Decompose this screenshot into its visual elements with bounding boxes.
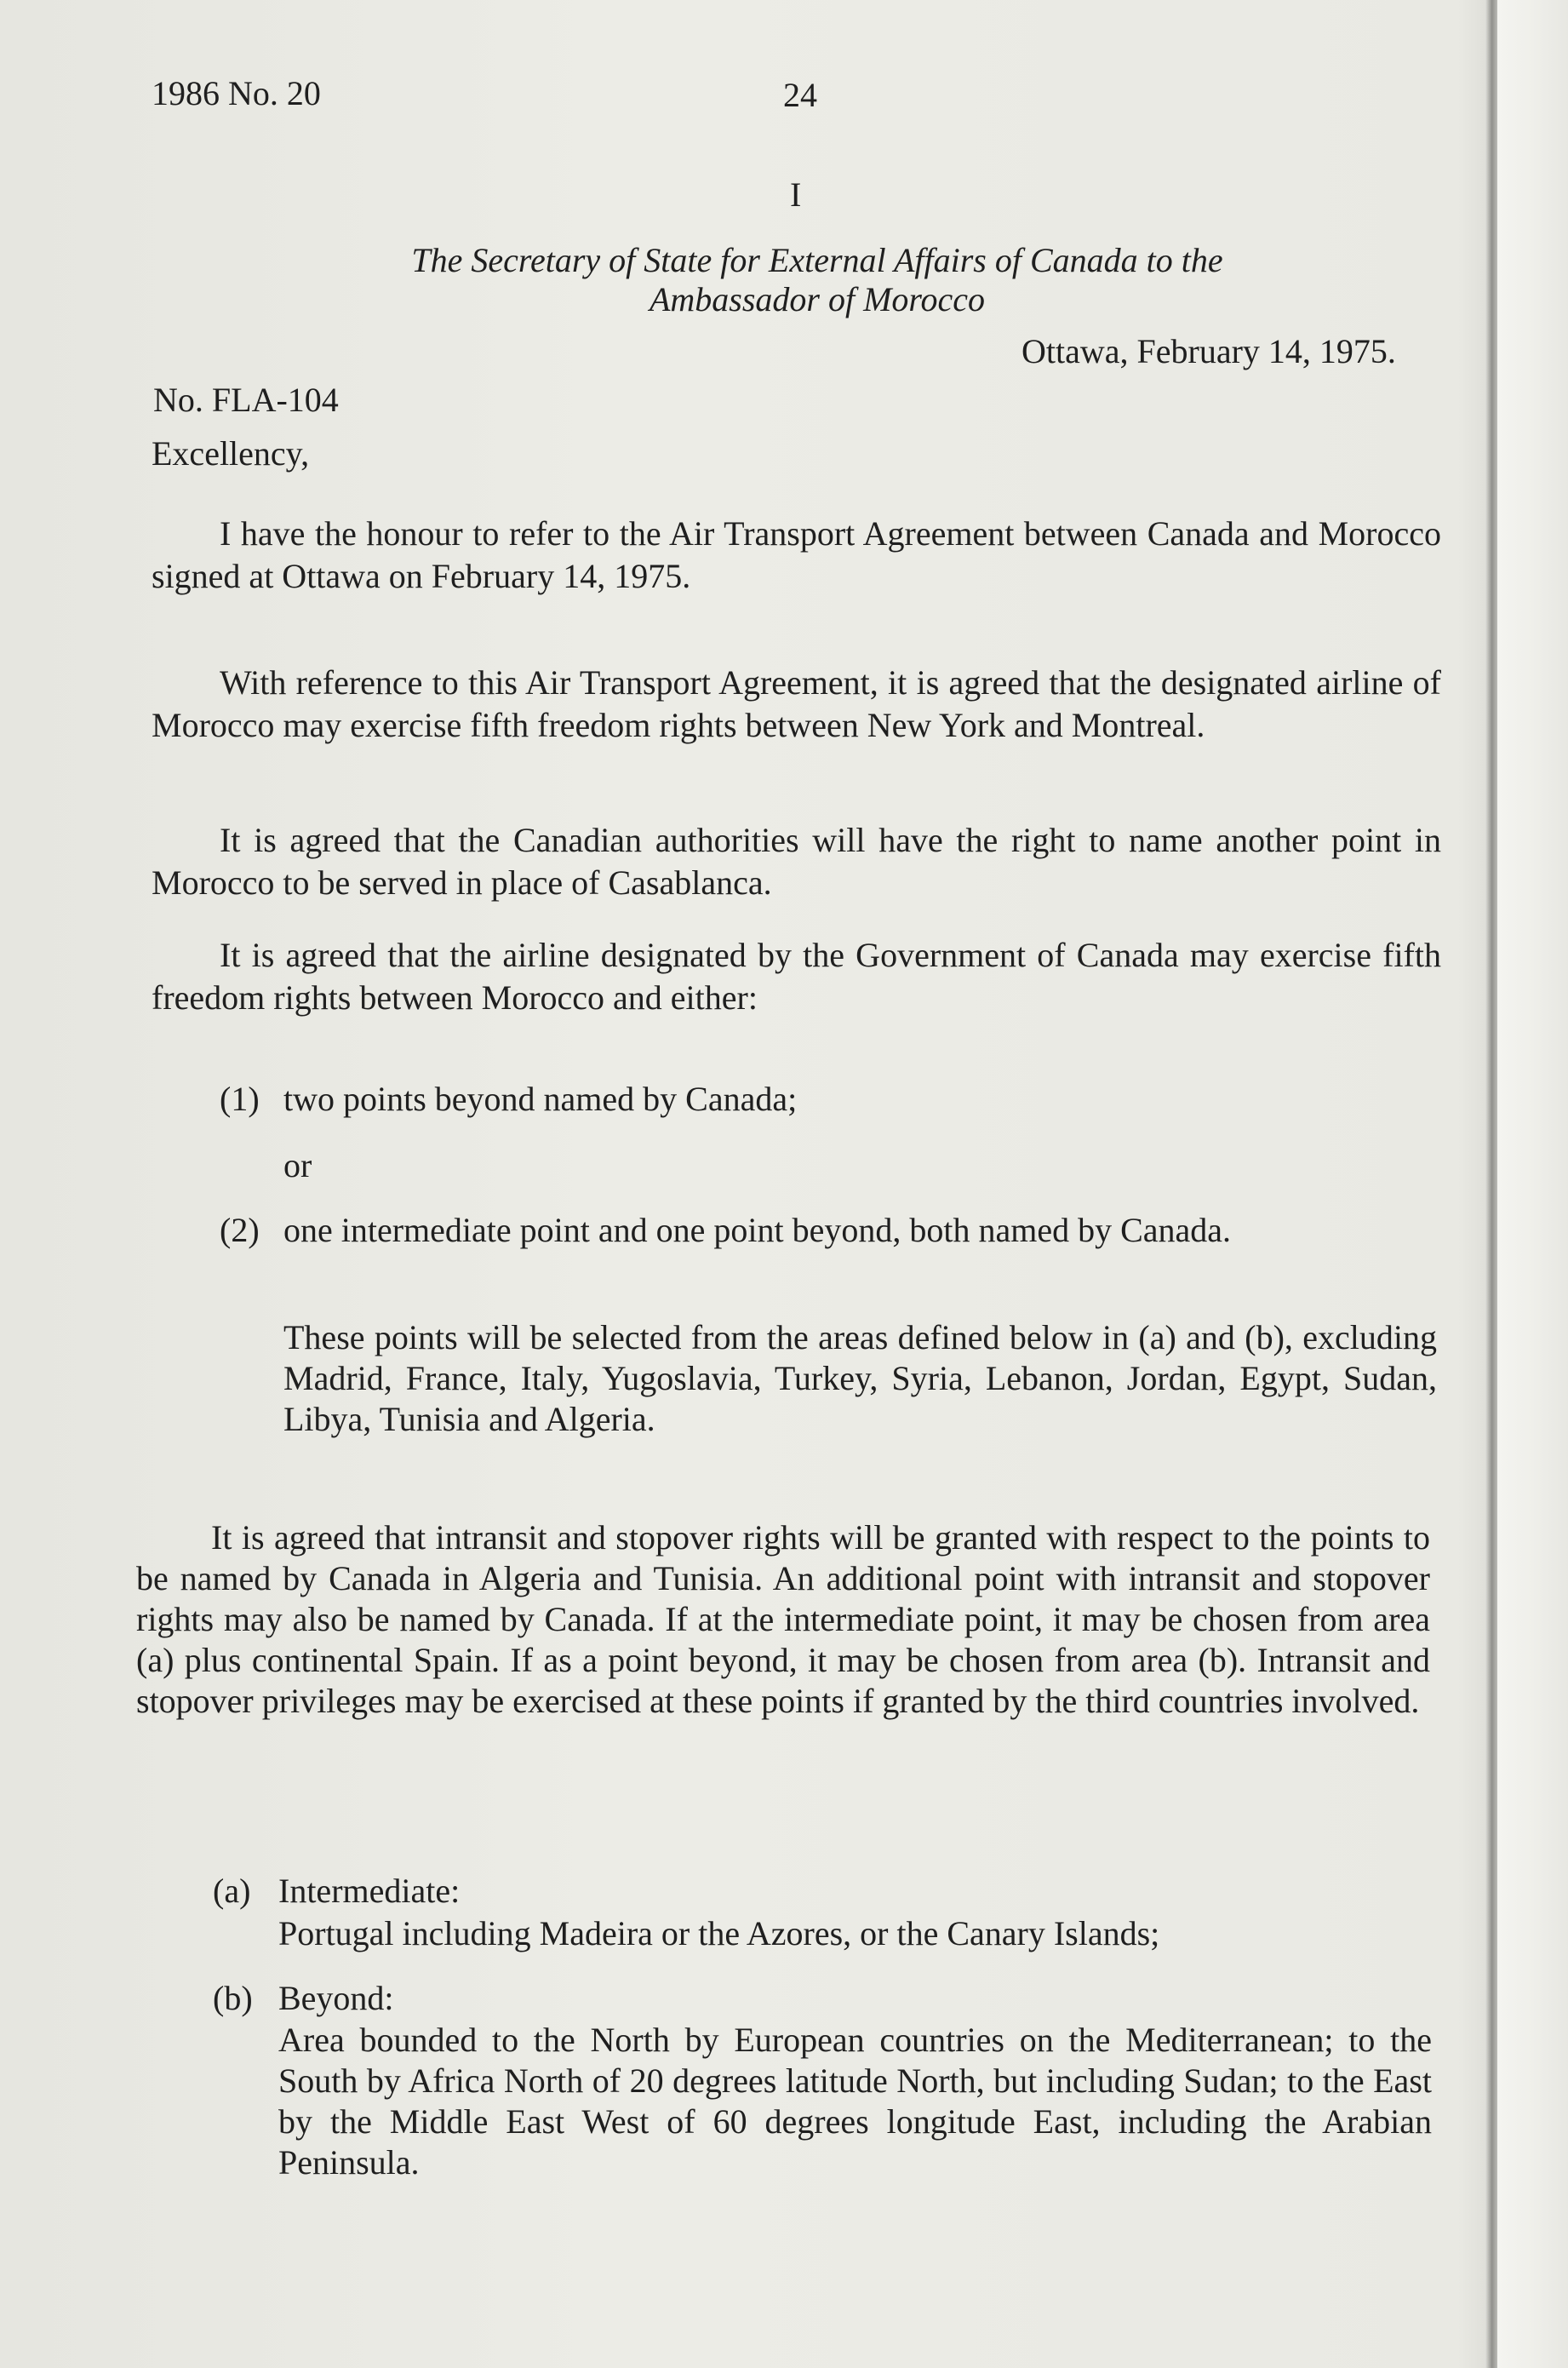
paragraph-3: It is agreed that the Canadian authorities will have the right to name another point in Morocco to be served in place of Casablanca. [152, 821, 1441, 902]
paragraph-4: It is agreed that the airline designated by the Government of Canada may exercise fifth freedom rights between Morocco and either: [152, 936, 1441, 1017]
salutation: Excellency, [152, 434, 310, 473]
area-a-text: Portugal including Madeira or the Azores, or the Canary Islands; [278, 1914, 1160, 1952]
option-2-text: one intermediate point and one point beyond, both named by Canada. [283, 1211, 1232, 1249]
paragraph-2: With reference to this Air Transport Agreement, it is agreed that the designated airline of Morocco may exercise fifth freedom rights between New York and Montreal. [152, 663, 1441, 744]
reference-number: No. FLA-104 [153, 381, 339, 419]
area-a-marker: (a) [213, 1872, 251, 1910]
area-b-text: Area bounded to the North by European countries on the Mediterranean; to the South by Africa North of 20 degrees latitude North, but including Sudan; to the East by the Middle East West of 60 degrees longitude East, including the Arabian Peninsula. [278, 2021, 1432, 2182]
letter-title-line2: Ambassador of Morocco [649, 280, 986, 318]
or-connector: or [283, 1146, 312, 1184]
area-a-heading: Intermediate: [278, 1872, 461, 1910]
adjacent-page-edge [1497, 0, 1568, 2368]
header-year-number: 1986 No. 20 [152, 74, 321, 112]
option-2-marker: (2) [220, 1211, 260, 1249]
paragraph-1: I have the honour to refer to the Air Transport Agreement between Canada and Morocco signed at Ottawa on February 14, 1975. [152, 514, 1441, 595]
area-b-marker: (b) [213, 1979, 253, 2017]
section-numeral: I [790, 175, 802, 214]
option-1-marker: (1) [220, 1080, 260, 1118]
selection-note: These points will be selected from the areas defined below in (a) and (b), excluding Madrid, France, Italy, Yugoslavia, Turkey, Syria, Lebanon, Jordan, Egypt, Sudan, Libya, Tunisia and Algeria. [283, 1318, 1437, 1438]
date-line: Ottawa, February 14, 1975. [1021, 332, 1396, 370]
area-b-heading: Beyond: [278, 1979, 394, 2017]
page-binding-shadow [1485, 0, 1497, 2368]
letter-title-line1: The Secretary of State for External Affairs of Canada to the [411, 241, 1223, 279]
option-1-text: two points beyond named by Canada; [283, 1080, 798, 1118]
page-number: 24 [783, 76, 817, 114]
intransit-paragraph: It is agreed that intransit and stopover rights will be granted with respect to the points to be named by Canada in Algeria and Tunisia. An additional point with intransit and stopover rights may also be named by Canada. If at the intermediate point, it may be chosen from area (a) plus continental Spain. If as a point beyond, it may be chosen from area (b). Intransit and stopover privileges may be exercised at these points if granted by the third countries involved. [136, 1518, 1430, 1720]
